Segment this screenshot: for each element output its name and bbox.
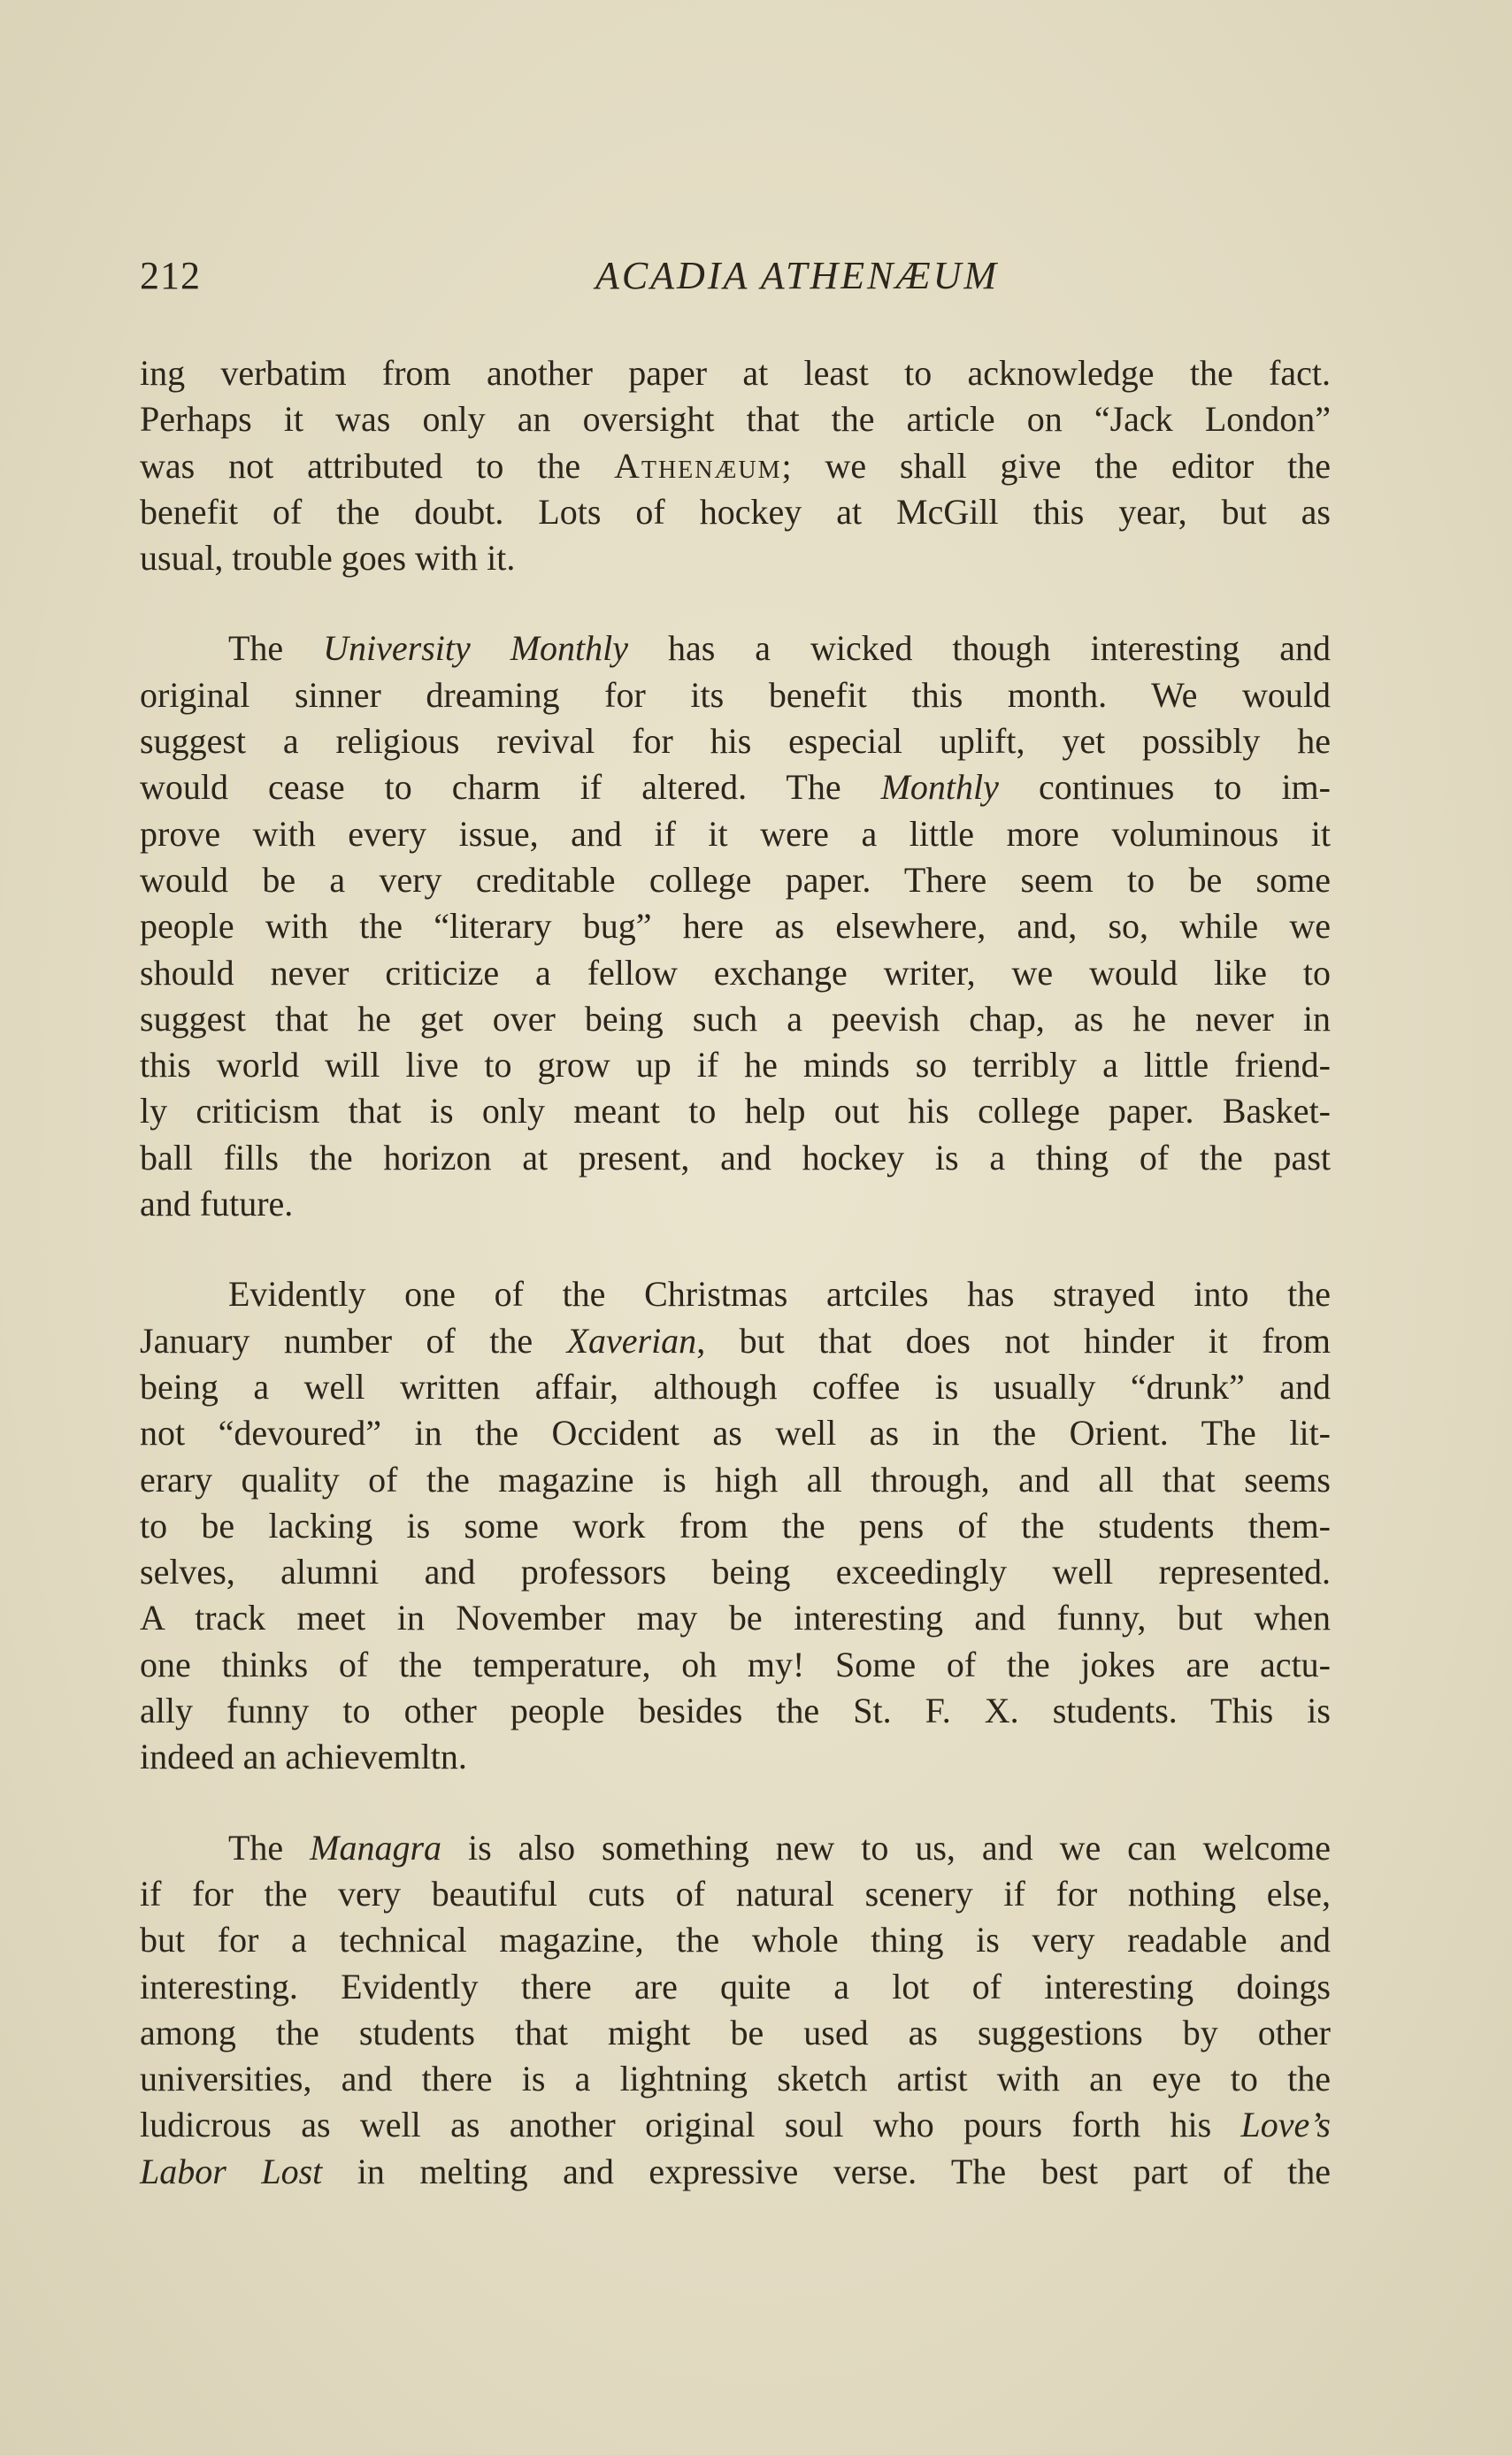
text-line: to be lacking is some work from the pens of the students them-: [140, 1505, 1331, 1546]
text-line: and future.: [140, 1184, 294, 1224]
text-line: among the students that might be used as suggestions by other: [140, 2012, 1331, 2052]
text-line: was not attributed to the Athenæum; we shall give the editor the: [140, 445, 1331, 486]
text-line: universities, and there is a lightning sketch artist with an eye to the: [140, 2059, 1331, 2099]
text-line: if for the very beautiful cuts of natural scenery if for nothing else,: [140, 1873, 1331, 1914]
text-line: should never criticize a fellow exchange writer, we would like to: [140, 952, 1331, 993]
text-line: this world will live to grow up if he minds so terribly a little friend-: [140, 1045, 1331, 1086]
text-line: prove with every issue, and if it were a little more voluminous it: [140, 813, 1331, 854]
body-text: [140, 350, 1331, 2239]
text-line: one thinks of the temperature, oh my! Some of the jokes are actu-: [140, 1644, 1331, 1684]
text-line: ally funny to other people besides the St. F. X. students. This is: [140, 1691, 1331, 1731]
running-head: ACADIA ATHENÆUM: [595, 254, 1000, 297]
text-line: people with the “literary bug” here as elsewhere, and, so, while we: [140, 906, 1331, 947]
text-line: Evidently one of the Christmas artciles has strayed into the: [228, 1274, 1331, 1315]
text-line: ludicrous as well as another original soul who pours forth his Love’s: [140, 2105, 1331, 2145]
text-line: The University Monthly has a wicked though interesting and: [228, 628, 1332, 669]
text-line: original sinner dreaming for its benefit this month. We would: [140, 674, 1331, 715]
text-line: selves, alumni and professors being exceedingly well represented.: [140, 1552, 1331, 1592]
text-line: benefit of the doubt. Lots of hockey at McGill this year, but as: [140, 491, 1331, 532]
paragraph: [140, 1825, 1331, 2195]
text-line: erary quality of the magazine is high all through, and all that seems: [140, 1459, 1331, 1500]
text-line: Perhaps it was only an oversight that the article on “Jack London”: [140, 399, 1331, 440]
page-number: 212: [140, 254, 201, 297]
paragraph: [140, 625, 1331, 1227]
text-line: ing verbatim from another paper at least to acknowledge the fact.: [140, 353, 1331, 393]
text-line: ly criticism that is only meant to help out his college paper. Basket-: [140, 1091, 1331, 1132]
text-line: Labor Lost in melting and expressive verse. The best part of the: [140, 2151, 1331, 2191]
paragraph: [140, 1271, 1331, 1780]
text-line: being a well written affair, although coffee is usually “drunk” and: [140, 1366, 1331, 1407]
text-line: suggest a religious revival for his especial uplift, yet possibly he: [140, 721, 1331, 762]
text-line: but for a technical magazine, the whole thing is very readable and: [140, 1920, 1331, 1960]
text-line: suggest that he get over being such a peevish chap, as he never in: [140, 998, 1331, 1039]
text-line: usual, trouble goes with it.: [140, 538, 516, 579]
page-header: [140, 253, 1331, 306]
paragraph: [140, 350, 1331, 581]
text-line: indeed an achievemltn.: [140, 1737, 467, 1777]
text-line: interesting. Evidently there are quite a lot of interesting doings: [140, 1966, 1331, 2006]
text-line: The Managra is also something new to us, and we can welcome: [228, 1827, 1332, 1868]
text-line: would be a very creditable college paper. There seem to be some: [140, 859, 1331, 900]
text-line: January number of the Xaverian, but that does not hinder it from: [140, 1320, 1331, 1361]
text-line: would cease to charm if altered. The Monthly continues to im-: [140, 767, 1331, 808]
text-line: ball fills the horizon at present, and hockey is a thing of the past: [140, 1137, 1331, 1178]
text-line: A track meet in November may be interesting and funny, but when: [140, 1598, 1331, 1638]
text-line: not “devoured” in the Occident as well as in the Orient. The lit-: [140, 1413, 1331, 1454]
